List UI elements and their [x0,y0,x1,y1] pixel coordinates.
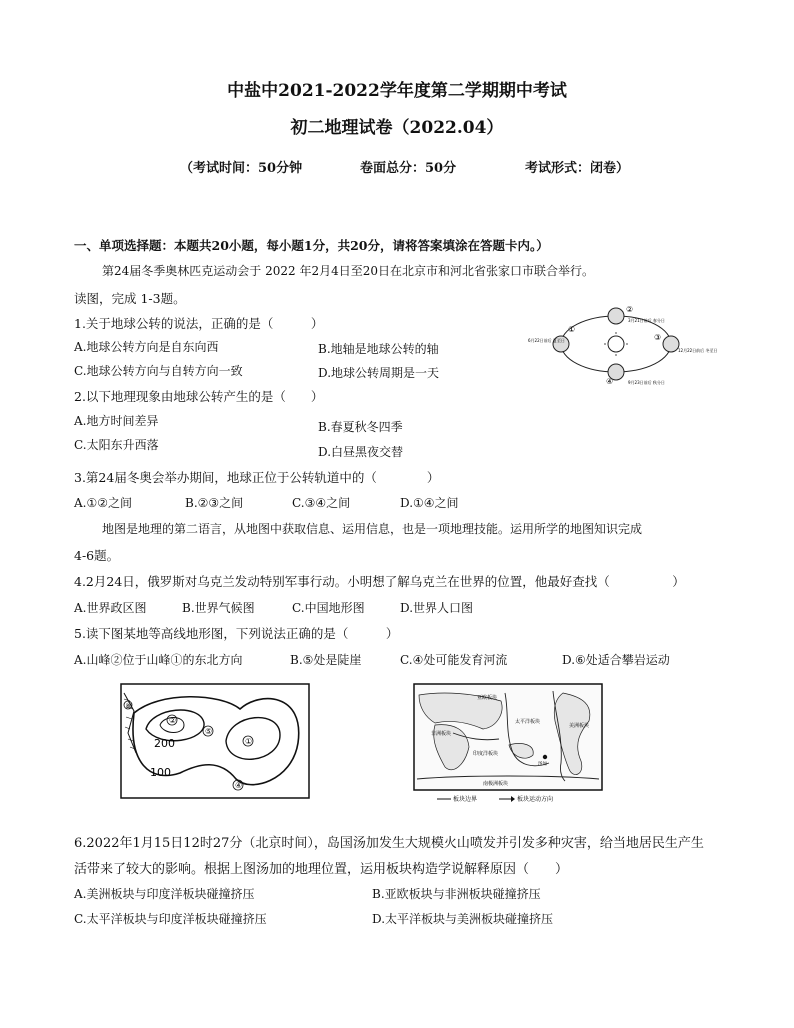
plate-label-african: 非洲板块 [431,731,452,737]
orbit-right-label: 12月22日前后 冬至日 [678,348,718,353]
orbit-bottom-label: 9月23日前后 秋分日 [628,380,665,385]
question-4-option-c: C.中国地形图 [292,601,365,615]
contour-label-2: ② [169,716,177,725]
contour-200-right [226,718,280,760]
legend-arrow-icon [511,796,515,802]
earth-position-3 [663,336,679,352]
exam-time: （考试时间：50分钟 [180,161,303,176]
legend-boundary-label: 板块边界 [453,796,478,803]
contour-elevation-100: 100 [150,766,171,779]
plate-tectonics-map-figure [413,683,603,805]
orbit-left-label: 6月22日前后 夏至日 [528,338,565,343]
orbit-label-4: ④ [606,377,614,386]
question-5-stem: 5.读下图某地等高线地形图，下列说法正确的是（ ） [74,626,399,641]
question-6-option-c: C.太平洋板块与印度洋板块碰撞挤压 [74,912,267,926]
question-1-option-d: D.地球公转周期是一天 [318,366,440,380]
question-1-stem: 1.关于地球公转的说法，正确的是（ ） [74,316,324,331]
exam-subtitle: 初二地理试卷（2022.04） [290,118,504,138]
intro-paragraph-2-end: 4-6题。 [74,548,120,563]
question-3-option-c: C.③④之间 [292,496,351,510]
orbit-label-3: ③ [654,333,662,342]
question-6-option-d: D.太平洋板块与美洲板块碰撞挤压 [372,912,554,926]
exam-form: 考试形式：闭卷） [525,161,630,176]
plate-label-eurasian: 亚欧板块 [477,695,498,701]
question-6-stem: 6.2022年1月15日12时27分（北京时间），岛国汤加发生大规模火山喷发并引发多种灾害，给当地居民生产生 [74,836,704,851]
tonga-marker-icon [543,755,547,759]
question-2-option-a: A.地方时间差异 [74,414,159,428]
question-4-stem: 4.2月24日，俄罗斯对乌克兰发动特别军事行动。小明想了解乌克兰在世界的位置，他最好查找（ ） [74,574,685,589]
contour-label-6: ⑥ [125,702,132,710]
earth-orbit-figure [528,300,718,390]
question-1-option-a: A.地球公转方向是自东向西 [74,340,219,354]
question-1-option-b: B.地轴是地球公转的轴 [318,342,439,356]
question-3-stem: 3.第24届冬奥会举办期间，地球正位于公转轨道中的（ ） [74,470,440,485]
plate-label-tonga: 汤加 [538,762,547,767]
contour-label-5: ⑤ [205,727,213,736]
intro-paragraph-2: 地图是地理的第二语言，从地图中获取信息、运用信息，也是一项地理技能。运用所学的地图知识完成 [102,522,643,536]
question-1-option-c: C.地球公转方向与自转方向一致 [74,364,243,378]
question-2-stem: 2.以下地理现象由地球公转产生的是（ ） [74,389,324,404]
contour-label-4: ④ [235,781,243,790]
exam-title: 中盐中2021-2022学年度第二学期期中考试 [227,81,567,101]
question-4-option-a: A.世界政区图 [74,601,147,615]
contour-map-figure [120,683,310,799]
question-5-option-b: B.⑤处是陡崖 [290,653,362,667]
orbit-top-label: 3月21日前后 春分日 [628,318,665,323]
question-3-option-a: A.①②之间 [74,496,132,510]
question-5-option-a: A.山峰②位于山峰①的东北方向 [74,653,243,667]
question-6-option-b: B.亚欧板块与非洲板块碰撞挤压 [372,887,541,901]
plate-label-pacific: 太平洋板块 [515,719,541,725]
legend-movement-label: 板块运动方向 [517,796,554,803]
question-5-option-c: C.④处可能发育河流 [400,653,508,667]
intro-paragraph: 第24届冬季奥林匹克运动会于 2022 年2月4日至20日在北京市和河北省张家口市联合举行。 [102,264,594,278]
contour-label-1: ① [245,737,253,746]
plate-label-indian: 印度洋板块 [473,751,499,757]
plate-label-american: 美洲板块 [569,723,590,729]
question-2-option-b: B.春夏秋冬四季 [318,420,403,434]
question-3-option-d: D.①④之间 [400,496,459,510]
orbit-label-2: ② [626,305,634,314]
question-4-option-b: B.世界气候图 [182,601,255,615]
question-6-option-a: A.美洲板块与印度洋板块碰撞挤压 [74,887,255,901]
question-2-option-d: D.白昼黑夜交替 [318,445,404,459]
intro-instruction: 读图，完成 1-3题。 [74,291,186,306]
plate-label-antarctic: 南极洲板块 [483,781,509,787]
exam-total: 卷面总分：50分 [360,161,457,176]
question-5-option-d: D.⑥处适合攀岩运动 [562,653,670,667]
orbit-label-1: ① [568,325,576,334]
earth-position-2 [608,308,624,324]
sun-icon [608,336,624,352]
question-3-option-b: B.②③之间 [185,496,244,510]
question-6-stem-cont: 活带来了较大的影响。根据上图汤加的地理位置，运用板块构造学说解释原因（ ） [74,862,569,877]
contour-elevation-200: 200 [154,737,175,750]
question-2-option-c: C.太阳东升西落 [74,438,159,452]
question-4-option-d: D.世界人口图 [400,601,474,615]
section-heading: 一、单项选择题：本题共20小题，每小题1分，共20分，请将答案填涂在答题卡内。） [74,238,549,253]
